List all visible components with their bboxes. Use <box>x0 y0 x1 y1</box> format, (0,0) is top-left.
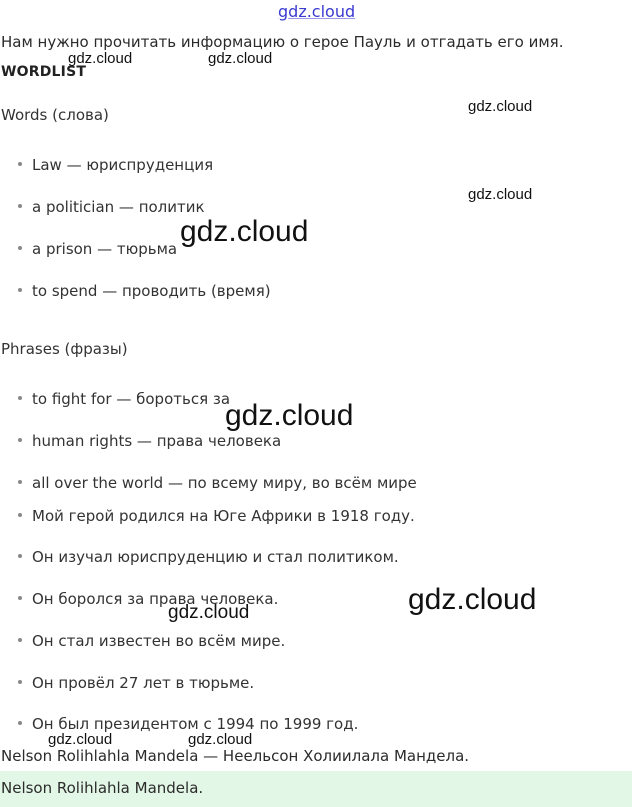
fact-item: Он был президентом с 1994 по 1999 год. <box>18 715 358 733</box>
watermark: gdz.cloud <box>48 731 113 748</box>
fact-item: Он боролся за права человека. <box>18 590 278 608</box>
watermark: gdz.cloud <box>468 186 533 203</box>
fact-item: Мой герой родился на Юге Африки в 1918 году. <box>18 507 415 525</box>
bullet-icon <box>18 288 22 292</box>
bullet-icon <box>18 554 22 558</box>
bullet-icon <box>18 396 22 400</box>
words-heading: Words (слова) <box>1 106 109 124</box>
fact-item: Он стал известен во всём мире. <box>18 632 285 650</box>
word-item: a politician — политик <box>18 198 205 216</box>
bullet-icon <box>18 162 22 166</box>
fact-item: Он изучал юриспруденцию и стал политиком. <box>18 548 399 566</box>
word-item: Law — юриспруденция <box>18 156 213 174</box>
fact-item: Он провёл 27 лет в тюрьме. <box>18 674 254 692</box>
word-item: a prison — тюрьма <box>18 240 177 258</box>
word-item: to spend — проводить (время) <box>18 282 271 300</box>
watermark: gdz.cloud <box>468 98 533 115</box>
bullet-icon <box>18 438 22 442</box>
bullet-icon <box>18 721 22 725</box>
answer-text: Nelson Rolihlahla Mandela. <box>1 779 204 797</box>
answer-box <box>0 771 632 807</box>
phrases-heading: Phrases (фразы) <box>1 340 128 358</box>
intro-text: Нам нужно прочитать информацию о герое Пауль и отгадать его имя. <box>1 33 564 51</box>
watermark: gdz.cloud <box>408 583 537 616</box>
phrase-item: human rights — права человека <box>18 432 281 450</box>
bullet-icon <box>18 204 22 208</box>
watermark: gdz.cloud <box>68 50 133 67</box>
watermark: gdz.cloud <box>180 215 309 248</box>
phrase-item: all over the world — по всему миру, во всём мире <box>18 474 417 492</box>
phrase-item: to fight for — бороться за <box>18 390 230 408</box>
bullet-icon <box>18 680 22 684</box>
watermark: gdz.cloud <box>225 399 354 432</box>
watermark: gdz.cloud <box>168 602 250 623</box>
name-translation: Nelson Rolihlahla Mandela — Неельсон Холиилала Мандела. <box>1 747 470 765</box>
watermark: gdz.cloud <box>208 50 273 67</box>
site-logo-link[interactable]: gdz.cloud <box>278 2 356 21</box>
bullet-icon <box>18 480 22 484</box>
bullet-icon <box>18 596 22 600</box>
bullet-icon <box>18 638 22 642</box>
bullet-icon <box>18 513 22 517</box>
watermark: gdz.cloud <box>188 731 253 748</box>
bullet-icon <box>18 246 22 250</box>
wordlist-heading: WORDLIST <box>1 64 87 80</box>
